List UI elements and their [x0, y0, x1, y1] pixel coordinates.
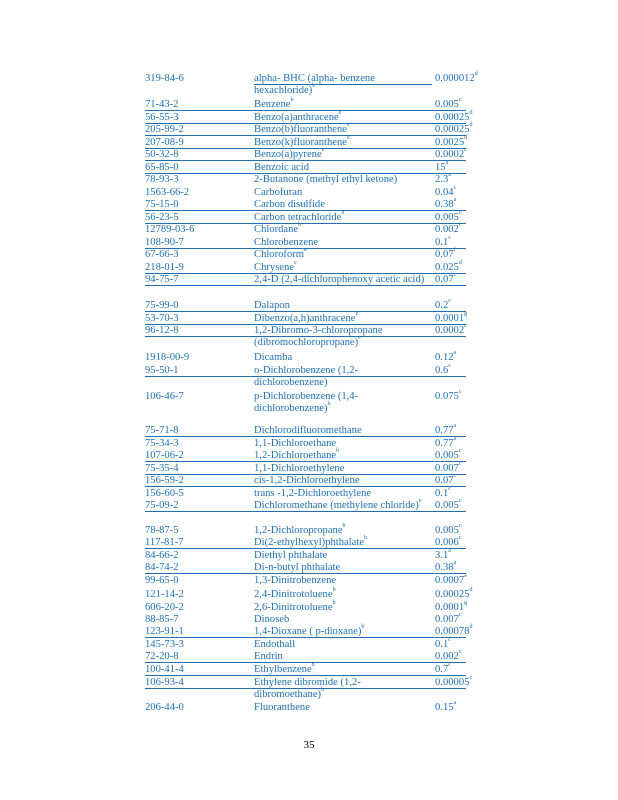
name-footnote-marker: b: [327, 401, 331, 408]
cas-number: 117-81-7: [145, 537, 184, 548]
row-underline: [145, 637, 466, 638]
cas-number: 75-09-2: [145, 500, 179, 511]
cas-number: 106-93-4: [145, 677, 184, 688]
cas-number: 1918-00-9: [145, 352, 190, 363]
cas-number: 206-44-0: [145, 702, 184, 713]
row-underline: [145, 548, 466, 549]
cas-number: 96-12-8: [145, 325, 179, 336]
name-footnote-marker: e: [346, 135, 350, 142]
limit-value-text: 0.07: [435, 475, 454, 486]
limit-value-text: 0.0001: [435, 313, 465, 324]
value-footnote-marker: c: [458, 448, 462, 455]
chemical-name: [254, 614, 430, 626]
chemical-name-text: Chloroform: [254, 249, 305, 260]
chemical-name-text: Chlordane: [254, 224, 299, 235]
value-footnote-marker: a: [448, 172, 451, 179]
chemical-name-text: Dicamba: [254, 352, 293, 363]
cas-number: 107-06-2: [145, 450, 184, 461]
value-footnote-marker: c: [458, 222, 462, 229]
name-footnote-marker: e: [358, 335, 361, 342]
chemical-name-text: Dibenzo(a,h)anthracene: [254, 313, 356, 324]
cas-number: 53-70-3: [145, 313, 179, 324]
chemical-name: [254, 73, 430, 97]
row-underline: [145, 285, 466, 286]
table-row: [0, 602, 618, 614]
chemical-name-text: Di-n-butyl phthalate: [254, 562, 341, 573]
chemical-name-text: Chrysene: [254, 262, 295, 273]
chemical-name-text: 2,4-Dinitrotoluene: [254, 589, 333, 600]
name-footnote-marker: e: [346, 122, 350, 129]
limit-value: [435, 391, 462, 403]
table-row: [0, 249, 618, 261]
cas-number: 84-66-2: [145, 550, 179, 561]
limit-value-text: 0.000012: [435, 73, 475, 84]
chemical-name-text: Endrin: [254, 651, 283, 662]
limit-value: [435, 639, 451, 651]
name-footnote-marker: b: [332, 587, 336, 594]
limit-value-text: 0.38: [435, 562, 454, 573]
limit-value-text: 0.38: [435, 199, 454, 210]
limit-value: [435, 525, 462, 537]
table-row: [0, 224, 618, 236]
name-footnote-marker: b: [312, 83, 316, 90]
chemical-name-text: Benzo(a)pyrene: [254, 149, 322, 160]
table-row: [0, 589, 618, 601]
limit-value: [435, 602, 467, 614]
row-underline: [145, 573, 466, 574]
limit-value-text: 0.006: [435, 537, 459, 548]
limit-value: [435, 438, 456, 450]
value-footnote-marker: a: [464, 573, 467, 580]
chemical-name-text: Endothall: [254, 639, 296, 650]
chemical-name-text: Dalapon: [254, 300, 290, 311]
value-footnote-marker: c: [458, 535, 462, 542]
chemical-name-text: Chlorobenzene: [254, 237, 319, 248]
value-footnote-marker: d: [474, 71, 478, 78]
chemical-name-text: Benzo(b)fluoranthene: [254, 124, 347, 135]
value-footnote-marker: c: [448, 486, 451, 493]
chemical-name: [254, 174, 430, 186]
chemical-name: [254, 488, 430, 500]
limit-value-text: 0.00005: [435, 677, 470, 688]
row-underline: [145, 210, 466, 211]
chemical-name: [254, 589, 430, 601]
limit-value-text: 0.12: [435, 352, 454, 363]
chemical-name-text: Dichloromethane (methylene chloride): [254, 500, 419, 511]
value-footnote-marker: c: [448, 637, 451, 644]
chemical-name: [254, 550, 430, 562]
chemical-name: [254, 352, 430, 364]
chemical-name-text: o-Dichlorobenzene (1,2- dichlorobenzene): [254, 365, 359, 388]
table-row: [0, 500, 618, 524]
chemical-name: [254, 365, 430, 389]
cas-number: 75-99-0: [145, 300, 179, 311]
chemical-name-text: 1,3-Dinitrobenzene: [254, 575, 337, 586]
cas-number: 106-46-7: [145, 391, 184, 402]
value-footnote-marker: d: [464, 135, 468, 142]
row-underline: [145, 486, 466, 487]
value-footnote-marker: c: [448, 298, 451, 305]
table-row: [0, 391, 618, 415]
name-footnote-marker: b: [332, 600, 336, 607]
name-footnote-marker: b: [336, 448, 340, 455]
limit-value-text: 0.77: [435, 425, 454, 436]
limit-value-text: 0.1: [435, 237, 449, 248]
chemical-name-text: cis-1,2-Dichloroethylene: [254, 475, 360, 486]
chemical-name-text: 1,2-Dibromo-3-chloropropane (dibromochloropropane): [254, 325, 383, 348]
limit-value-text: 0.002: [435, 224, 459, 235]
limit-value-text: 0.005: [435, 450, 459, 461]
value-footnote-marker: d: [469, 110, 473, 117]
cas-number: 319-84-6: [145, 73, 184, 84]
name-footnote-marker: b: [321, 687, 325, 694]
row-underline: [145, 688, 466, 689]
limit-value-text: 2.3: [435, 174, 449, 185]
row-underline: [145, 160, 466, 161]
table-row: [0, 639, 618, 651]
table-row: [0, 187, 618, 199]
limit-value-text: 0.00025: [435, 112, 470, 123]
chemical-name-text: Ethylbenzene: [254, 664, 312, 675]
cas-number: 156-59-2: [145, 475, 184, 486]
chemical-name-text: Benzo(a)anthracene: [254, 112, 339, 123]
cas-number: 84-74-2: [145, 562, 179, 573]
chemical-name-text: Carbofuran: [254, 187, 303, 198]
chemical-name-text: 1,2-Dichloropropane: [254, 525, 343, 536]
row-underline: [145, 461, 466, 462]
chemical-name-text: Di(2-ethylhexyl)phthalate: [254, 537, 365, 548]
cas-number: 205-99-2: [145, 124, 184, 135]
chemical-name-text: Carbon disulfide: [254, 199, 325, 210]
value-footnote-marker: f: [453, 247, 456, 254]
chemical-name: [254, 677, 430, 701]
limit-value-text: 0.007: [435, 463, 459, 474]
value-footnote-marker: c: [458, 612, 462, 619]
row-underline: [145, 110, 466, 111]
cas-number: 218-01-9: [145, 262, 184, 273]
chemical-name-text: p-Dichlorobenzene (1,4- dichlorobenzene): [254, 391, 359, 414]
limit-value-text: 0.00025: [435, 124, 470, 135]
chemical-name: [254, 525, 430, 537]
table-row: [0, 702, 618, 714]
table-row: [0, 438, 618, 450]
chemical-name: [254, 325, 430, 349]
value-footnote-marker: a: [453, 423, 457, 430]
cas-number: 94-75-7: [145, 274, 179, 285]
cas-number: 71-43-2: [145, 99, 179, 110]
cas-number: 12789-03-6: [145, 224, 195, 235]
limit-value: [435, 550, 451, 562]
row-underline: [145, 135, 466, 136]
limit-value: [435, 614, 462, 626]
value-footnote-marker: a: [453, 350, 457, 357]
table-row: [0, 352, 618, 364]
limit-value-text: 0.7: [435, 664, 449, 675]
value-footnote-marker: a: [445, 160, 449, 167]
table-row: [0, 614, 618, 626]
limit-value: [435, 575, 467, 587]
name-footnote-marker: b: [298, 222, 302, 229]
limit-value-text: 0.6: [435, 365, 449, 376]
cas-number: 95-50-1: [145, 365, 179, 376]
limit-value-text: 0.005: [435, 99, 459, 110]
chemical-name-text: 1,2-Dichloroethane: [254, 450, 337, 461]
chemical-name-text: alpha- BHC (alpha- benzene hexachloride): [254, 73, 375, 96]
chemical-name: [254, 438, 430, 450]
limit-value-text: 15: [435, 162, 446, 173]
limit-value-text: 0.005: [435, 500, 459, 511]
cas-number: 78-87-5: [145, 525, 179, 536]
row-underline: [145, 336, 466, 337]
limit-value-text: 0.0002: [435, 325, 465, 336]
cas-number: 67-66-3: [145, 249, 179, 260]
value-footnote-marker: a: [453, 560, 457, 567]
value-footnote-marker: d: [469, 624, 473, 631]
table-row: [0, 174, 618, 186]
chemical-name-text: 1,1-Dichloroethane: [254, 438, 337, 449]
value-footnote-marker: c: [458, 461, 462, 468]
limit-value: [435, 73, 478, 85]
chemical-name-text: Benzoic acid: [254, 162, 310, 173]
chemical-name-text: Fluoranthene: [254, 702, 310, 713]
limit-value-text: 0.2: [435, 300, 449, 311]
limit-value-text: 0.0025: [435, 137, 465, 148]
name-footnote-marker: e: [321, 147, 325, 154]
table-row: [0, 575, 618, 587]
value-footnote-marker: d: [458, 260, 462, 267]
chemical-name-text: Benzo(k)fluoranthene: [254, 137, 347, 148]
limit-value-text: 0.025: [435, 262, 459, 273]
page-number: 35: [303, 739, 315, 751]
cas-number: 123-91-1: [145, 626, 184, 637]
chemical-name-text: Diethyl phthalate: [254, 550, 328, 561]
name-footnote-marker: e: [294, 260, 297, 267]
value-footnote-marker: c: [469, 675, 473, 682]
table-row: [0, 325, 618, 349]
limit-value-text: 0.77: [435, 438, 454, 449]
chemical-name-text: 2-Butanone (methyl ethyl ketone): [254, 174, 398, 185]
name-footnote-marker: b: [364, 535, 368, 542]
value-footnote-marker: a: [448, 548, 451, 555]
limit-value-text: 0.075: [435, 391, 459, 402]
value-footnote-marker: c: [448, 363, 451, 370]
value-footnote-marker: c: [458, 498, 462, 505]
limit-value-text: 0.007: [435, 614, 459, 625]
cas-number: 75-35-4: [145, 463, 179, 474]
cas-number: 108-90-7: [145, 237, 184, 248]
limit-value-text: 0.04: [435, 187, 454, 198]
value-footnote-marker: c: [458, 210, 462, 217]
value-footnote-marker: g: [464, 600, 468, 607]
row-underline: [145, 662, 466, 663]
cas-number: 75-15-0: [145, 199, 179, 210]
name-footnote-marker: b: [341, 210, 345, 217]
chemical-name-text: 2,4-D (2,4-dichlorophenoxy acetic acid): [254, 274, 425, 285]
value-footnote-marker: a: [453, 700, 457, 707]
name-footnote-marker: b: [342, 523, 346, 530]
table-row: [0, 525, 618, 537]
limit-value: [435, 488, 451, 500]
cas-number: 50-32-8: [145, 149, 179, 160]
table-row: [0, 365, 618, 389]
limit-value-text: 0.15: [435, 702, 454, 713]
value-footnote-marker: c: [458, 389, 462, 396]
limit-value-text: 0.0001: [435, 602, 465, 613]
row-underline: [145, 511, 466, 512]
limit-value-text: 0.0007: [435, 575, 465, 586]
table-row: [0, 73, 618, 97]
chemical-name: [254, 224, 430, 236]
value-footnote-marker: c: [464, 147, 467, 154]
chemical-name: [254, 187, 430, 199]
chemical-name: [254, 391, 430, 415]
cas-number: 56-23-5: [145, 212, 179, 223]
limit-value-text: 0.00078: [435, 626, 470, 637]
value-footnote-marker: d: [469, 587, 473, 594]
limit-value-text: 0.002: [435, 651, 459, 662]
chemical-name-text: trans -1,2-Dichloroethylene: [254, 488, 372, 499]
limit-value: [435, 174, 451, 186]
name-footnote-marker: b: [290, 97, 294, 104]
value-footnote-marker: c: [453, 185, 457, 192]
name-footnote-marker: e: [338, 110, 342, 117]
name-footnote-marker: e: [418, 498, 422, 505]
cas-number: 88-85-7: [145, 614, 179, 625]
chemical-name: [254, 602, 430, 614]
value-footnote-marker: c: [458, 523, 462, 530]
row-underline: [145, 311, 466, 312]
value-footnote-marker: c: [448, 235, 451, 242]
cas-number: 75-71-8: [145, 425, 179, 436]
chemical-name-text: Ethylene dibromide (1,2- dibromoethane): [254, 677, 361, 700]
cas-number: 72-20-8: [145, 651, 179, 662]
limit-value-text: 0.005: [435, 525, 459, 536]
limit-value: [435, 702, 456, 714]
value-footnote-marker: c: [453, 272, 457, 279]
value-footnote-marker: a: [453, 436, 457, 443]
cas-number: 75-34-3: [145, 438, 179, 449]
chemical-name-text: Benzene: [254, 99, 291, 110]
table-row: [0, 488, 618, 500]
chemical-name: [254, 249, 430, 261]
cas-number: 65-85-0: [145, 162, 179, 173]
value-footnote-marker: c: [458, 97, 462, 104]
value-footnote-marker: c: [458, 649, 462, 656]
chemical-name: [254, 575, 430, 587]
chemical-name-text: 2,6-Dinitrotoluene: [254, 602, 333, 613]
cas-number: 156-60-5: [145, 488, 184, 499]
chemical-name-text: 1,4-Dioxane ( p-dioxane): [254, 626, 362, 637]
value-footnote-marker: c: [448, 662, 451, 669]
cas-number: 1563-66-2: [145, 187, 190, 198]
row-underline: [145, 436, 466, 437]
chemical-name: [254, 702, 430, 714]
limit-value-text: 3.1: [435, 550, 449, 561]
table-row: [0, 677, 618, 701]
cas-number: 56-55-3: [145, 112, 179, 123]
limit-value-text: 0.1: [435, 488, 449, 499]
cas-number: 99-65-0: [145, 575, 179, 586]
chemical-name-text: Dichlorodifluoromethane: [254, 425, 362, 436]
limit-value-text: 0.005: [435, 212, 459, 223]
row-underline: [145, 675, 466, 676]
cas-number: 100-41-4: [145, 664, 184, 675]
value-footnote-marker: g: [464, 311, 468, 318]
table-row: [0, 550, 618, 562]
name-footnote-marker: a: [304, 247, 307, 254]
value-footnote-marker: c: [464, 323, 467, 330]
row-underline: [254, 84, 432, 85]
row-underline: [145, 376, 466, 377]
value-footnote-marker: d: [469, 122, 473, 129]
limit-value-text: 0.07: [435, 274, 454, 285]
chemical-name-text: 1,1-Dichloroethylene: [254, 463, 345, 474]
limit-value-text: 0.00025: [435, 589, 470, 600]
limit-value-text: 0.1: [435, 639, 449, 650]
cas-number: 78-93-3: [145, 174, 179, 185]
cas-number: 606-20-2: [145, 602, 184, 613]
cas-number: 207-08-9: [145, 137, 184, 148]
name-footnote-marker: e: [355, 311, 359, 318]
limit-value: [435, 352, 456, 364]
name-footnote-marker: b: [311, 662, 315, 669]
cas-number: 121-14-2: [145, 589, 184, 600]
value-footnote-marker: c: [453, 473, 457, 480]
name-footnote-marker: b: [361, 624, 365, 631]
chemical-name-text: Dinoseb: [254, 614, 290, 625]
limit-value-text: 0.07: [435, 249, 454, 260]
chemical-name: [254, 639, 430, 651]
table-row: [0, 274, 618, 298]
limit-value-text: 0.0002: [435, 149, 465, 160]
cas-number: 145-73-3: [145, 639, 184, 650]
limit-value: [435, 249, 456, 261]
value-footnote-marker: a: [453, 197, 457, 204]
chemical-name-text: Carbon tetrachloride: [254, 212, 342, 223]
